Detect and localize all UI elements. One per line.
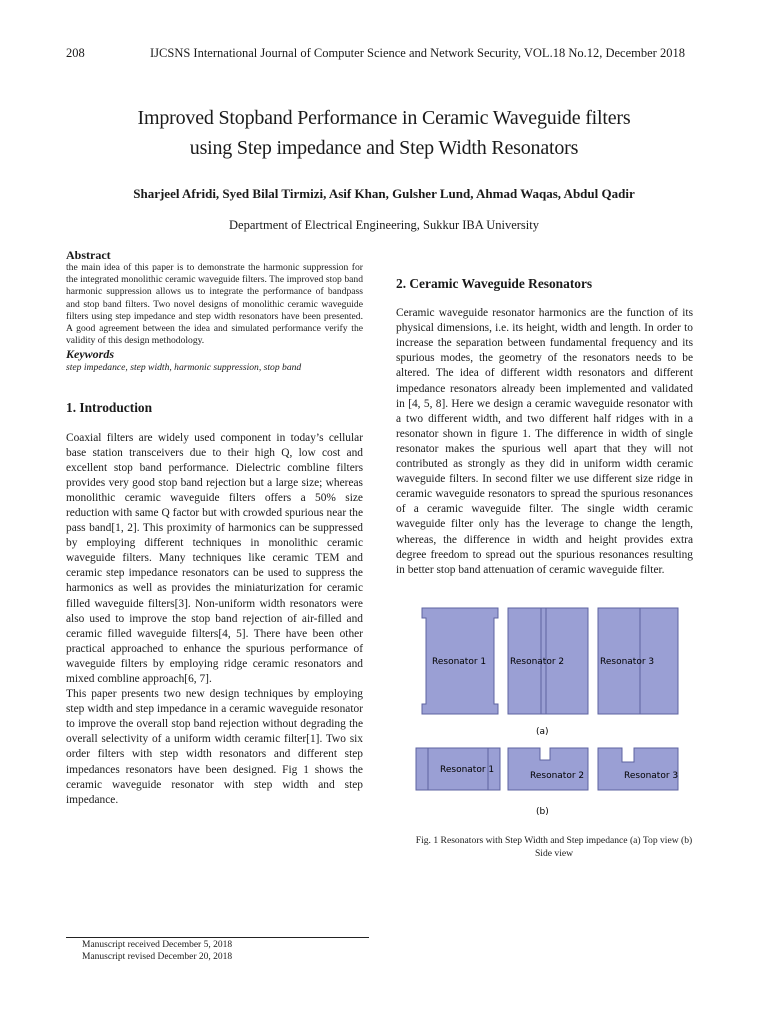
fig-label-top-2: Resonator 2	[510, 657, 565, 667]
right-column	[396, 276, 693, 578]
footnote-received: Manuscript received December 5, 2018	[82, 940, 233, 950]
keywords-heading: Keywords	[66, 347, 114, 362]
title-line-1: Improved Stopband Performance in Ceramic Waveguide filters	[137, 107, 631, 129]
abstract-heading: Abstract	[66, 248, 111, 262]
fig-label-bottom-2: Resonator 2	[530, 771, 585, 781]
intro-paragraph-2: This paper presents two new design techniques by employing step width and step impedance in a ceramic waveguide resonator to improve the overall stop band rejection without degrading the overall selectivity of a uniform width ceramic filter[1]. Two six order filters with step width resonators and different step impedances resonators have been designed. Fig 1 shows the ceramic waveguide resonator with step width and step impedance.	[66, 688, 363, 806]
section-2-paragraph: Ceramic waveguide resonator harmonics are the function of its physical dimensions, i.e. its height, width and length. In order to increase the separation between fundamental frequency and its spurious modes, the geometry of the resonators needs to be altered. The idea of different width resonators and different impedance resonators already been implemented and validated in [4, 5, 8]. Here we design a ceramic waveguide resonator with a two different width, and two different half ridges with in a resonator shown in figure 1. The difference in width of single resonator makes the spurious well apart that they will not contributed as strongly as they did in uniform width ceramic waveguide filters. In second filter we use different size ridge in ceramic waveguide resonators to spread the spurious resonances of a ceramic waveguide filter. The single width ceramic waveguide filter only has the leverage to change the length, whereas, the difference in width and height provides extra degree freedom to spread out the spurious resonances resulting in better stop band attenuation of ceramic waveguide filter.	[396, 307, 693, 576]
resonator-3-side-shape	[598, 748, 678, 790]
intro-paragraph-1: Coaxial filters are widely used component in today’s cellular base station transceivers due to their high Q, low cost and excellent stop band performance. Dielectric combline filters provides very good stop band rejection but a large size; whereas monolithic ceramic waveguide filters offers a 50% size reduction with same Q factor but with crowded spurious near the pass band[1, 2]. This proximity of harmonics can be suppressed by employing different techniques in monolithic ceramic waveguide filters. Many techniques like ceramic TEM and ceramic step impedance resonators can be used to suppress the harmonics as well as provides the miniaturization for ceramic filled waveguide filters[3]. Non-uniform width resonators were also used to improve the stop band rejection of air-filled and ceramic filled waveguide filters[4, 5]. There have been other practical approached to enhance the spurious performance of waveguide filters by employing ridge ceramic resonators and mixed combline approach[6, 7].	[66, 431, 363, 686]
journal-header: IJCSNS International Journal of Computer Science and Network Security, VOL.18 No.12, December 2018	[150, 46, 685, 60]
resonator-2-side-shape	[508, 748, 588, 790]
resonators-side-view	[416, 748, 678, 790]
footnote-revised: Manuscript revised December 20, 2018	[82, 951, 233, 962]
fig-label-bottom-1: Resonator 1	[440, 765, 495, 775]
abstract-text: the main idea of this paper is to demonstrate the harmonic suppression for the integrated monolithic ceramic waveguide filters. The improved stop band harmonic suppression allows us to integrate the performance of bandpass and stop band filters. Two novel designs of monolithic ceramic waveguide filters using step impedance and step width resonators have been presented. A good agreement between the idea and simulated performance verify the validity of this design methodology.	[66, 262, 363, 347]
affiliation: Department of Electrical Engineering, Sukkur IBA University	[229, 218, 539, 232]
fig-label-top-1: Resonator 1	[432, 657, 487, 667]
keywords-text: step impedance, step width, harmonic suppression, stop band	[66, 362, 302, 374]
title-line-2: using Step impedance and Step Width Resonators	[189, 137, 579, 159]
caption-line-1: Fig. 1 Resonators with Step Width and Step impedance (a) Top view (b)	[415, 835, 693, 846]
page-number: 208	[66, 46, 85, 60]
subfigure-a-label: (a)	[536, 727, 549, 737]
paper-title	[40, 103, 728, 163]
footnotes	[82, 940, 232, 963]
left-column	[66, 248, 363, 808]
fig-label-bottom-3: Resonator 3	[624, 771, 679, 781]
author-list: Sharjeel Afridi, Syed Bilal Tirmizi, Asif Khan, Gulsher Lund, Ahmad Waqas, Abdul Qadir	[133, 186, 635, 201]
subfigure-b-label: (b)	[536, 807, 549, 817]
figure-1-caption	[396, 835, 712, 860]
caption-line-2: Side view	[534, 847, 574, 859]
resonators-top-view	[422, 608, 678, 714]
intro-heading: 1. Introduction	[66, 400, 153, 416]
section-2-heading: 2. Ceramic Waveguide Resonators	[396, 276, 593, 291]
figure-1	[410, 606, 710, 826]
fig-label-top-3: Resonator 3	[600, 657, 655, 667]
footnote-divider	[66, 937, 369, 938]
